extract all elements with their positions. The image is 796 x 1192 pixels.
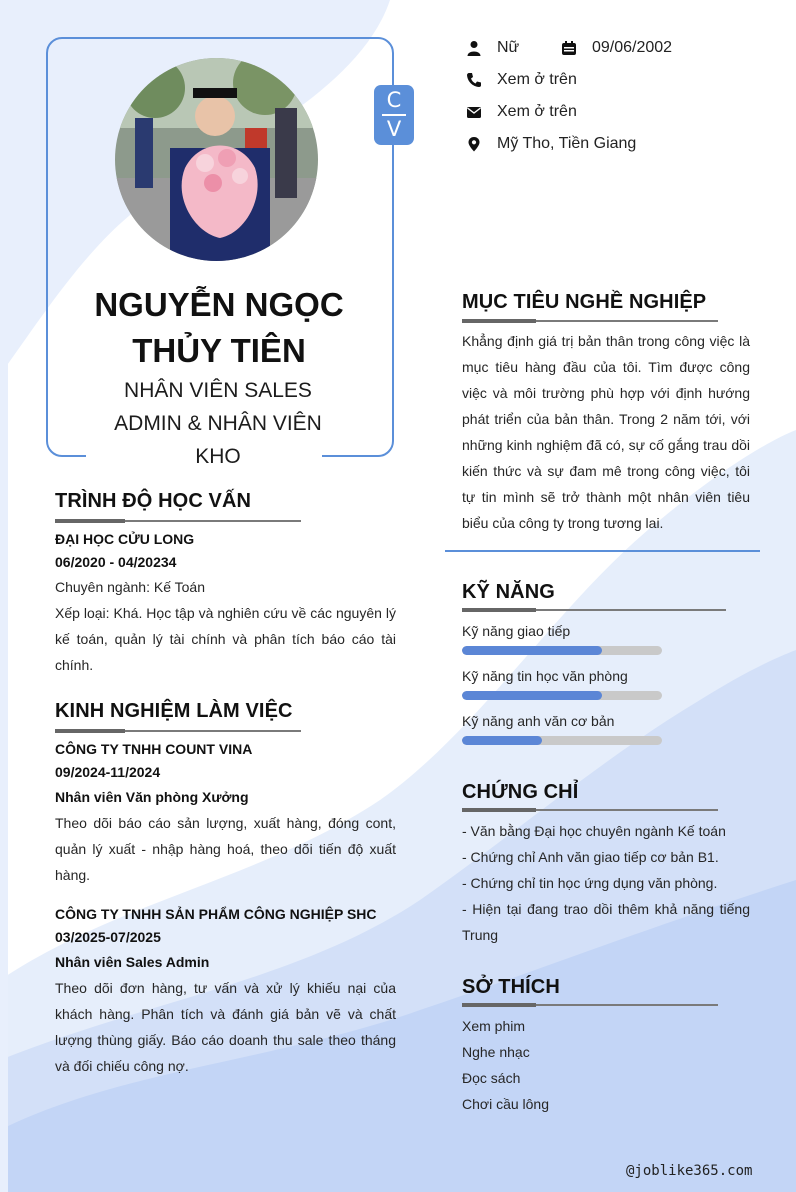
skill-bar-fill bbox=[462, 691, 602, 700]
contact-address bbox=[466, 132, 636, 156]
hobbies-title: SỞ THÍCH bbox=[462, 976, 560, 998]
footer-watermark: @joblike365.com bbox=[626, 1163, 753, 1179]
cv-badge-bottom: V bbox=[386, 116, 402, 141]
certificates-rule bbox=[462, 809, 718, 811]
phone-icon bbox=[466, 72, 482, 88]
hobby-item: Nghe nhạc bbox=[462, 1044, 530, 1060]
job-description: Theo dõi báo cáo sản lượng, xuất hàng, đóng cont, quản lý xuất - nhập hàng hoá, theo dõi tiến độ xuất hàng. bbox=[55, 815, 396, 883]
cv-badge bbox=[374, 85, 414, 145]
job-period: 03/2025-07/2025 bbox=[55, 929, 161, 945]
skill-bar bbox=[462, 646, 662, 655]
location-pin-icon bbox=[466, 136, 482, 152]
education-major: Chuyên ngành: Kế Toán bbox=[55, 579, 205, 595]
skill-bar-fill bbox=[462, 736, 542, 745]
certificates-title: CHỨNG CHỈ bbox=[462, 781, 579, 803]
job-company: CÔNG TY TNHH COUNT VINA bbox=[55, 741, 253, 757]
education-school: ĐẠI HỌC CỬU LONG bbox=[55, 531, 195, 547]
objective-text: Khẳng định giá trị bản thân trong công việc là mục tiêu hàng đầu của tôi. Tìm được công việc và môi trường phù hợp với định hướng phát triển của bản thân. Trong 2 năm tới, với những kinh nghiệm đã có, sự cố gắng trau dồi kiến thức và sự đam mê trong công việc, tôi tự tin mình sẽ trở thành một nhân viên tiêu biểu của công ty trong tương lai. bbox=[462, 333, 750, 531]
gender-text: Nữ bbox=[497, 39, 520, 56]
education-period: 06/2020 - 04/20234 bbox=[55, 554, 177, 570]
experience-rule bbox=[55, 730, 301, 732]
job-position: Nhân viên Văn phòng Xưởng bbox=[55, 789, 249, 805]
person-icon bbox=[466, 40, 482, 56]
contact-gender bbox=[466, 36, 519, 60]
skills-rule bbox=[462, 609, 726, 611]
job-position: Nhân viên Sales Admin bbox=[55, 954, 210, 970]
email-text: Xem ở trên bbox=[497, 103, 577, 120]
contact-email bbox=[466, 100, 577, 124]
skill-label: Kỹ năng giao tiếp bbox=[462, 623, 571, 639]
skill-bar bbox=[462, 691, 662, 700]
profile-photo bbox=[115, 58, 318, 261]
section-divider bbox=[445, 550, 760, 552]
certificate-item: - Văn bằng Đại học chuyên ngành Kế toán bbox=[462, 823, 726, 839]
job-company: CÔNG TY TNHH SẢN PHẨM CÔNG NGHIỆP SHC bbox=[55, 906, 377, 922]
skills-title: KỸ NĂNG bbox=[462, 581, 555, 603]
phone-text: Xem ở trên bbox=[497, 71, 577, 88]
objective-title: MỤC TIÊU NGHỀ NGHIỆP bbox=[462, 291, 707, 313]
skill-label: Kỹ năng anh văn cơ bản bbox=[462, 713, 615, 729]
job-description: Theo dõi đơn hàng, tư vấn và xử lý khiếu nại của khách hàng. Phân tích và đánh giá bản vẽ và chất lượng thùng giấy. Báo cáo doanh thu sale theo tháng và đối chiếu công nợ. bbox=[55, 980, 396, 1074]
skill-label: Kỹ năng tin học văn phòng bbox=[462, 668, 628, 684]
education-rule bbox=[55, 520, 301, 522]
objective-rule bbox=[462, 320, 718, 322]
hobby-item: Xem phim bbox=[462, 1018, 526, 1034]
certificate-item: - Chứng chỉ Anh văn giao tiếp cơ bản B1. bbox=[462, 849, 719, 865]
education-title: TRÌNH ĐỘ HỌC VẤN bbox=[55, 490, 252, 512]
certificate-item: - Hiện tại đang trao dồi thêm khả năng tiếng Trung bbox=[462, 901, 750, 943]
candidate-role: NHÂN VIÊN SALES ADMIN & NHÂN VIÊN KHO bbox=[114, 379, 322, 468]
envelope-icon bbox=[466, 104, 482, 120]
address-text: Mỹ Tho, Tiền Giang bbox=[497, 135, 637, 152]
contact-phone bbox=[466, 68, 577, 92]
job-period: 09/2024-11/2024 bbox=[55, 764, 161, 780]
contact-birthday bbox=[561, 36, 672, 60]
experience-title: KINH NGHIỆM LÀM VIỆC bbox=[55, 700, 293, 722]
education-description: Xếp loại: Khá. Học tập và nghiên cứu về các nguyên lý kế toán, quản lý tài chính và phân tích báo cáo tài chính. bbox=[55, 605, 396, 673]
hobby-item: Đọc sách bbox=[462, 1070, 521, 1086]
birthday-text: 09/06/2002 bbox=[592, 39, 673, 56]
skill-bar bbox=[462, 736, 662, 745]
calendar-icon bbox=[561, 40, 577, 56]
hobbies-rule bbox=[462, 1004, 718, 1006]
cv-badge-top: C bbox=[386, 88, 402, 112]
candidate-name: NGUYỄN NGỌC THỦY TIÊN bbox=[94, 286, 344, 369]
skill-bar-fill bbox=[462, 646, 602, 655]
certificate-item: - Chứng chỉ tin học ứng dụng văn phòng. bbox=[462, 875, 718, 891]
hobby-item: Chơi cầu lông bbox=[462, 1096, 550, 1112]
